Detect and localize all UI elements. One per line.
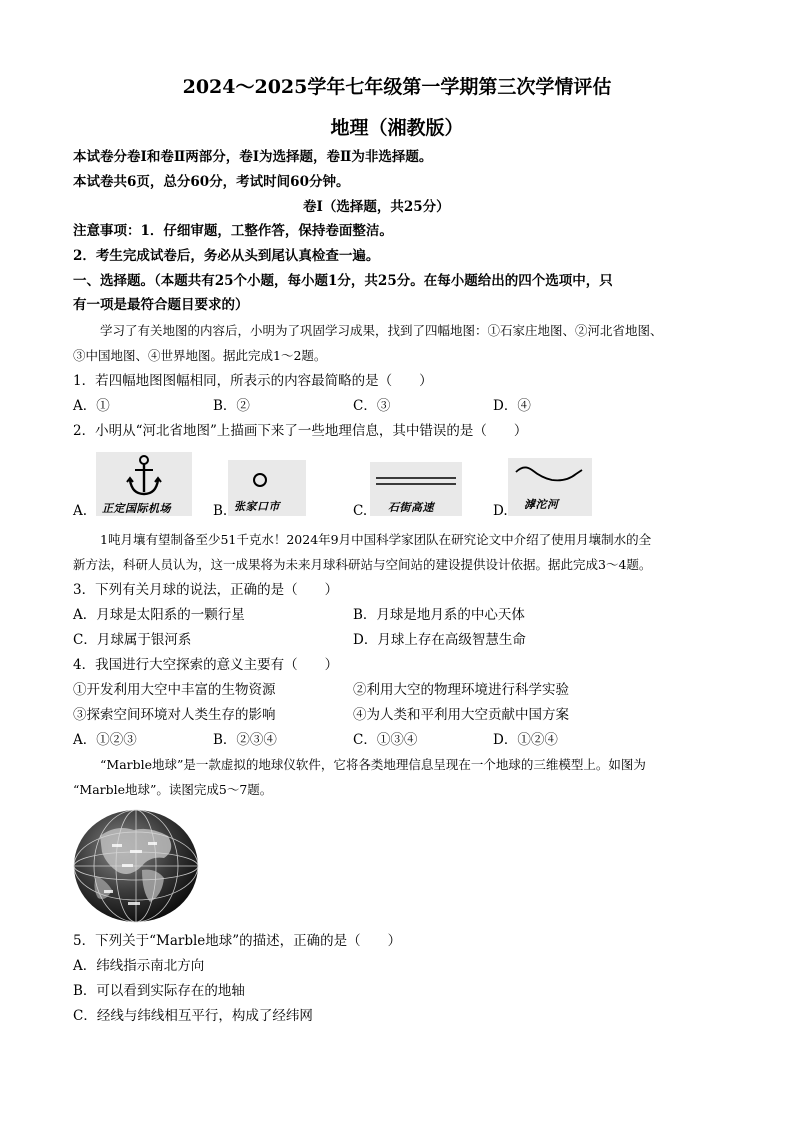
river-wave-icon [508, 458, 592, 492]
q2-option-c-label[interactable]: C. [353, 503, 368, 519]
intro-line-2: 本试卷共6页，总分60分，考试时间60分钟。 [73, 174, 350, 190]
passage-3-line-2: “Marble地球”。读图完成5～7题。 [73, 782, 273, 797]
notice-2: 2．考生完成试卷后，务必从头到尾认真检查一遍。 [73, 248, 380, 264]
highway-line-icon [370, 462, 462, 496]
river-caption: 滹沱河 [524, 498, 559, 511]
anchor-icon [96, 452, 192, 498]
passage-1-line-2: ③中国地图、④世界地图。据此完成1～2题。 [73, 348, 327, 363]
q4-option-a[interactable]: A．①②③ [73, 732, 137, 748]
q4-item-3: ③探索空间环境对人类生存的影响 [73, 707, 276, 723]
q1-option-b[interactable]: B．② [213, 398, 250, 414]
q4-item-2: ②利用大空的物理环境进行科学实验 [353, 682, 569, 698]
highway-caption: 石街高速 [388, 501, 434, 514]
question-5-stem: 5．下列关于“Marble地球”的描述，正确的是（ ） [73, 933, 402, 949]
q3-option-d[interactable]: D．月球上存在高级智慧生命 [353, 632, 526, 648]
question-2-stem: 2．小明从“河北省地图”上描画下来了一些地理信息，其中错误的是（ ） [73, 423, 528, 439]
globe-icon [72, 806, 200, 924]
city-caption: 张家口市 [234, 500, 280, 513]
airport-symbol-figure [96, 452, 192, 516]
passage-2-line-2: 新方法，科研人员认为，这一成果将为未来月球科研站与空间站的建设提供设计依据。据此完成3～4题。 [73, 557, 652, 572]
q4-option-d[interactable]: D．①②④ [493, 732, 558, 748]
q2-option-a-label[interactable]: A. [73, 503, 88, 519]
q3-option-c[interactable]: C．月球属于银河系 [73, 632, 192, 648]
passage-1-line-1: 学习了有关地图的内容后，小明为了巩固学习成果，找到了四幅地图：①石家庄地图、②河北省地图、 [100, 323, 663, 338]
q1-option-c[interactable]: C．③ [353, 398, 391, 414]
q2-option-d-label[interactable]: D. [493, 503, 508, 519]
marble-globe-figure [72, 806, 200, 924]
airport-caption: 正定国际机场 [102, 502, 171, 515]
passage-2-line-1: 1吨月壤有望制备至少51千克水！2024年9月中国科学家团队在研究论文中介绍了使用月壤制水的全 [100, 532, 652, 547]
q1-option-d[interactable]: D．④ [493, 398, 531, 414]
intro-line-1: 本试卷分卷Ⅰ和卷Ⅱ两部分，卷Ⅰ为选择题，卷Ⅱ为非选择题。 [73, 149, 433, 165]
question-4-stem: 4．我国进行大空探索的意义主要有（ ） [73, 657, 339, 673]
q3-option-a[interactable]: A．月球是太阳系的一颗行星 [73, 607, 245, 623]
question-1-stem: 1．若四幅地图图幅相同，所表示的内容最简略的是（ ） [73, 373, 433, 389]
q5-option-a[interactable]: A．纬线指示南北方向 [73, 958, 205, 974]
q4-item-1: ①开发利用大空中丰富的生物资源 [73, 682, 276, 698]
q4-option-b[interactable]: B．②③④ [213, 732, 277, 748]
city-symbol-figure [228, 460, 306, 516]
section-heading-line-1: 一、选择题。（本题共有25个小题，每小题1分，共25分。在每小题给出的四个选项中，只 [73, 273, 613, 289]
q2-option-b-label[interactable]: B. [213, 503, 228, 519]
q5-option-b[interactable]: B．可以看到实际存在的地轴 [73, 983, 245, 999]
q3-option-b[interactable]: B．月球是地月系的中心天体 [353, 607, 525, 623]
passage-3-line-1: “Marble地球”是一款虚拟的地球仪软件，它将各类地理信息呈现在一个地球的三维模型上。如图为 [100, 757, 646, 772]
city-circle-icon [228, 460, 306, 496]
q4-option-c[interactable]: C．①③④ [353, 732, 418, 748]
highway-symbol-figure [370, 462, 462, 516]
notice-1: 注意事项：1．仔细审题，工整作答，保持卷面整洁。 [73, 223, 393, 239]
q5-option-c[interactable]: C．经线与纬线相互平行，构成了经纬网 [73, 1008, 313, 1024]
exam-subtitle: 地理（湘教版） [330, 117, 464, 139]
section-heading-line-2: 有一项是最符合题目要求的） [73, 297, 249, 313]
q4-item-4: ④为人类和平利用大空贡献中国方案 [353, 707, 569, 723]
river-symbol-figure [508, 458, 592, 516]
part-one-heading: 卷Ⅰ（选择题，共25分） [303, 199, 450, 215]
exam-title: 2024～2025学年七年级第一学期第三次学情评估 [182, 76, 612, 98]
q1-option-a[interactable]: A．① [73, 398, 110, 414]
question-3-stem: 3．下列有关月球的说法，正确的是（ ） [73, 582, 339, 598]
